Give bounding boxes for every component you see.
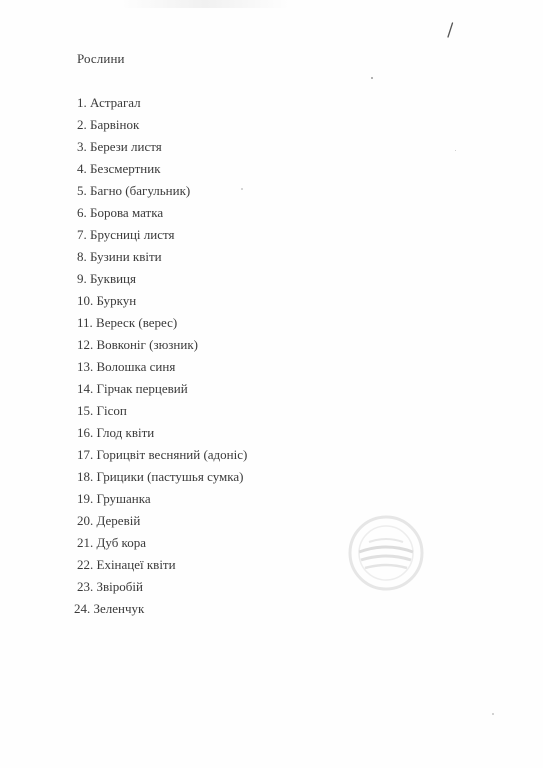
list-item: 3. Берези листя [77, 139, 162, 154]
faint-header-trace [120, 0, 290, 8]
list-item: 20. Деревій [77, 513, 141, 528]
speck-mark [371, 77, 373, 79]
list-item: 6. Борова матка [77, 205, 164, 220]
document-title: Рослини [77, 51, 125, 66]
list-item: 18. Грицики (пастушья сумка) [77, 469, 244, 484]
list-item: 13. Волошка синя [77, 359, 176, 374]
list-item: 15. Гісоп [77, 403, 127, 418]
list-item: 8. Бузини квіти [77, 249, 162, 264]
list-item: 24. Зеленчук [74, 601, 145, 616]
speck-mark [492, 713, 494, 715]
list-item: 16. Глод квіти [77, 425, 155, 440]
list-item: 21. Дуб кора [77, 535, 146, 550]
list-item: 14. Гірчак перцевий [77, 381, 188, 396]
list-item: 5. Багно (багульник) [77, 183, 191, 198]
faded-stamp-seal [345, 512, 427, 594]
list-item: 10. Буркун [77, 293, 137, 308]
list-item: 11. Вереск (верес) [77, 315, 178, 330]
list-item: 19. Грушанка [77, 491, 151, 506]
list-item: 12. Вовконіг (зюзник) [77, 337, 198, 352]
list-item: 2. Барвінок [77, 117, 140, 132]
list-item: 1. Астрагал [77, 95, 141, 110]
speck-mark [455, 150, 456, 151]
list-item: 23. Звіробій [77, 579, 143, 594]
list-item: 4. Безсмертник [77, 161, 161, 176]
pen-mark [446, 22, 454, 38]
list-item: 7. Брусниці листя [77, 227, 175, 242]
list-item: 17. Горицвіт весняний (адоніс) [77, 447, 248, 462]
plant-list [74, 95, 248, 623]
list-item: 22. Ехінацеї квіти [77, 557, 176, 572]
list-item: 9. Буквиця [77, 271, 136, 286]
